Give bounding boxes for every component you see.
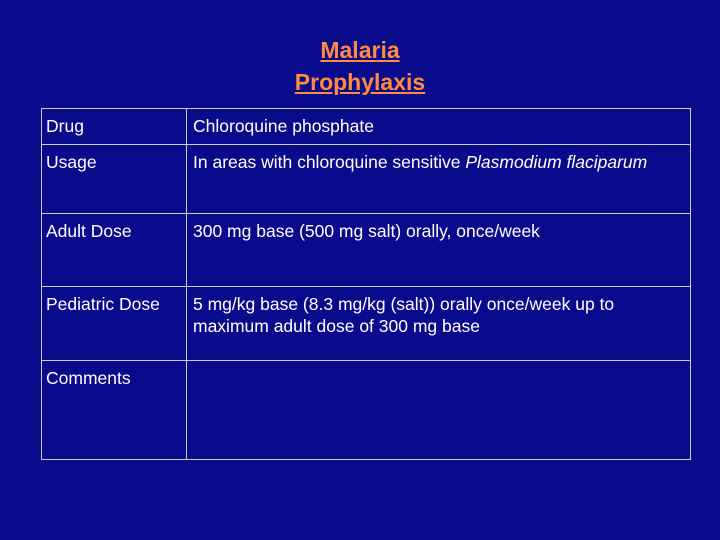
table-row (42, 109, 691, 145)
row-label-adult-dose: Adult Dose (42, 214, 187, 287)
table-row (42, 214, 691, 287)
table-row (42, 361, 691, 460)
row-value-adult-dose: 300 mg base (500 mg salt) orally, once/week (187, 214, 691, 287)
row-value-comments (187, 361, 691, 460)
title-line-2: Prophylaxis (294, 69, 426, 95)
title-line-1: Malaria (320, 37, 400, 63)
row-label-pediatric-dose: Pediatric Dose (42, 287, 187, 361)
slide-title (0, 34, 720, 98)
row-label-drug: Drug (42, 109, 187, 145)
table-row (42, 287, 691, 361)
usage-text: In areas with chloroquine sensitive (193, 152, 466, 172)
prophylaxis-table (41, 108, 691, 460)
row-label-comments: Comments (42, 361, 187, 460)
row-label-usage: Usage (42, 145, 187, 214)
table-row (42, 145, 691, 214)
row-value-pediatric-dose: 5 mg/kg base (8.3 mg/kg (salt)) orally once/week up to maximum adult dose of 300 mg base (187, 287, 691, 361)
usage-organism: Plasmodium flaciparum (465, 152, 648, 172)
row-value-usage (187, 145, 691, 214)
row-value-drug: Chloroquine phosphate (187, 109, 691, 145)
